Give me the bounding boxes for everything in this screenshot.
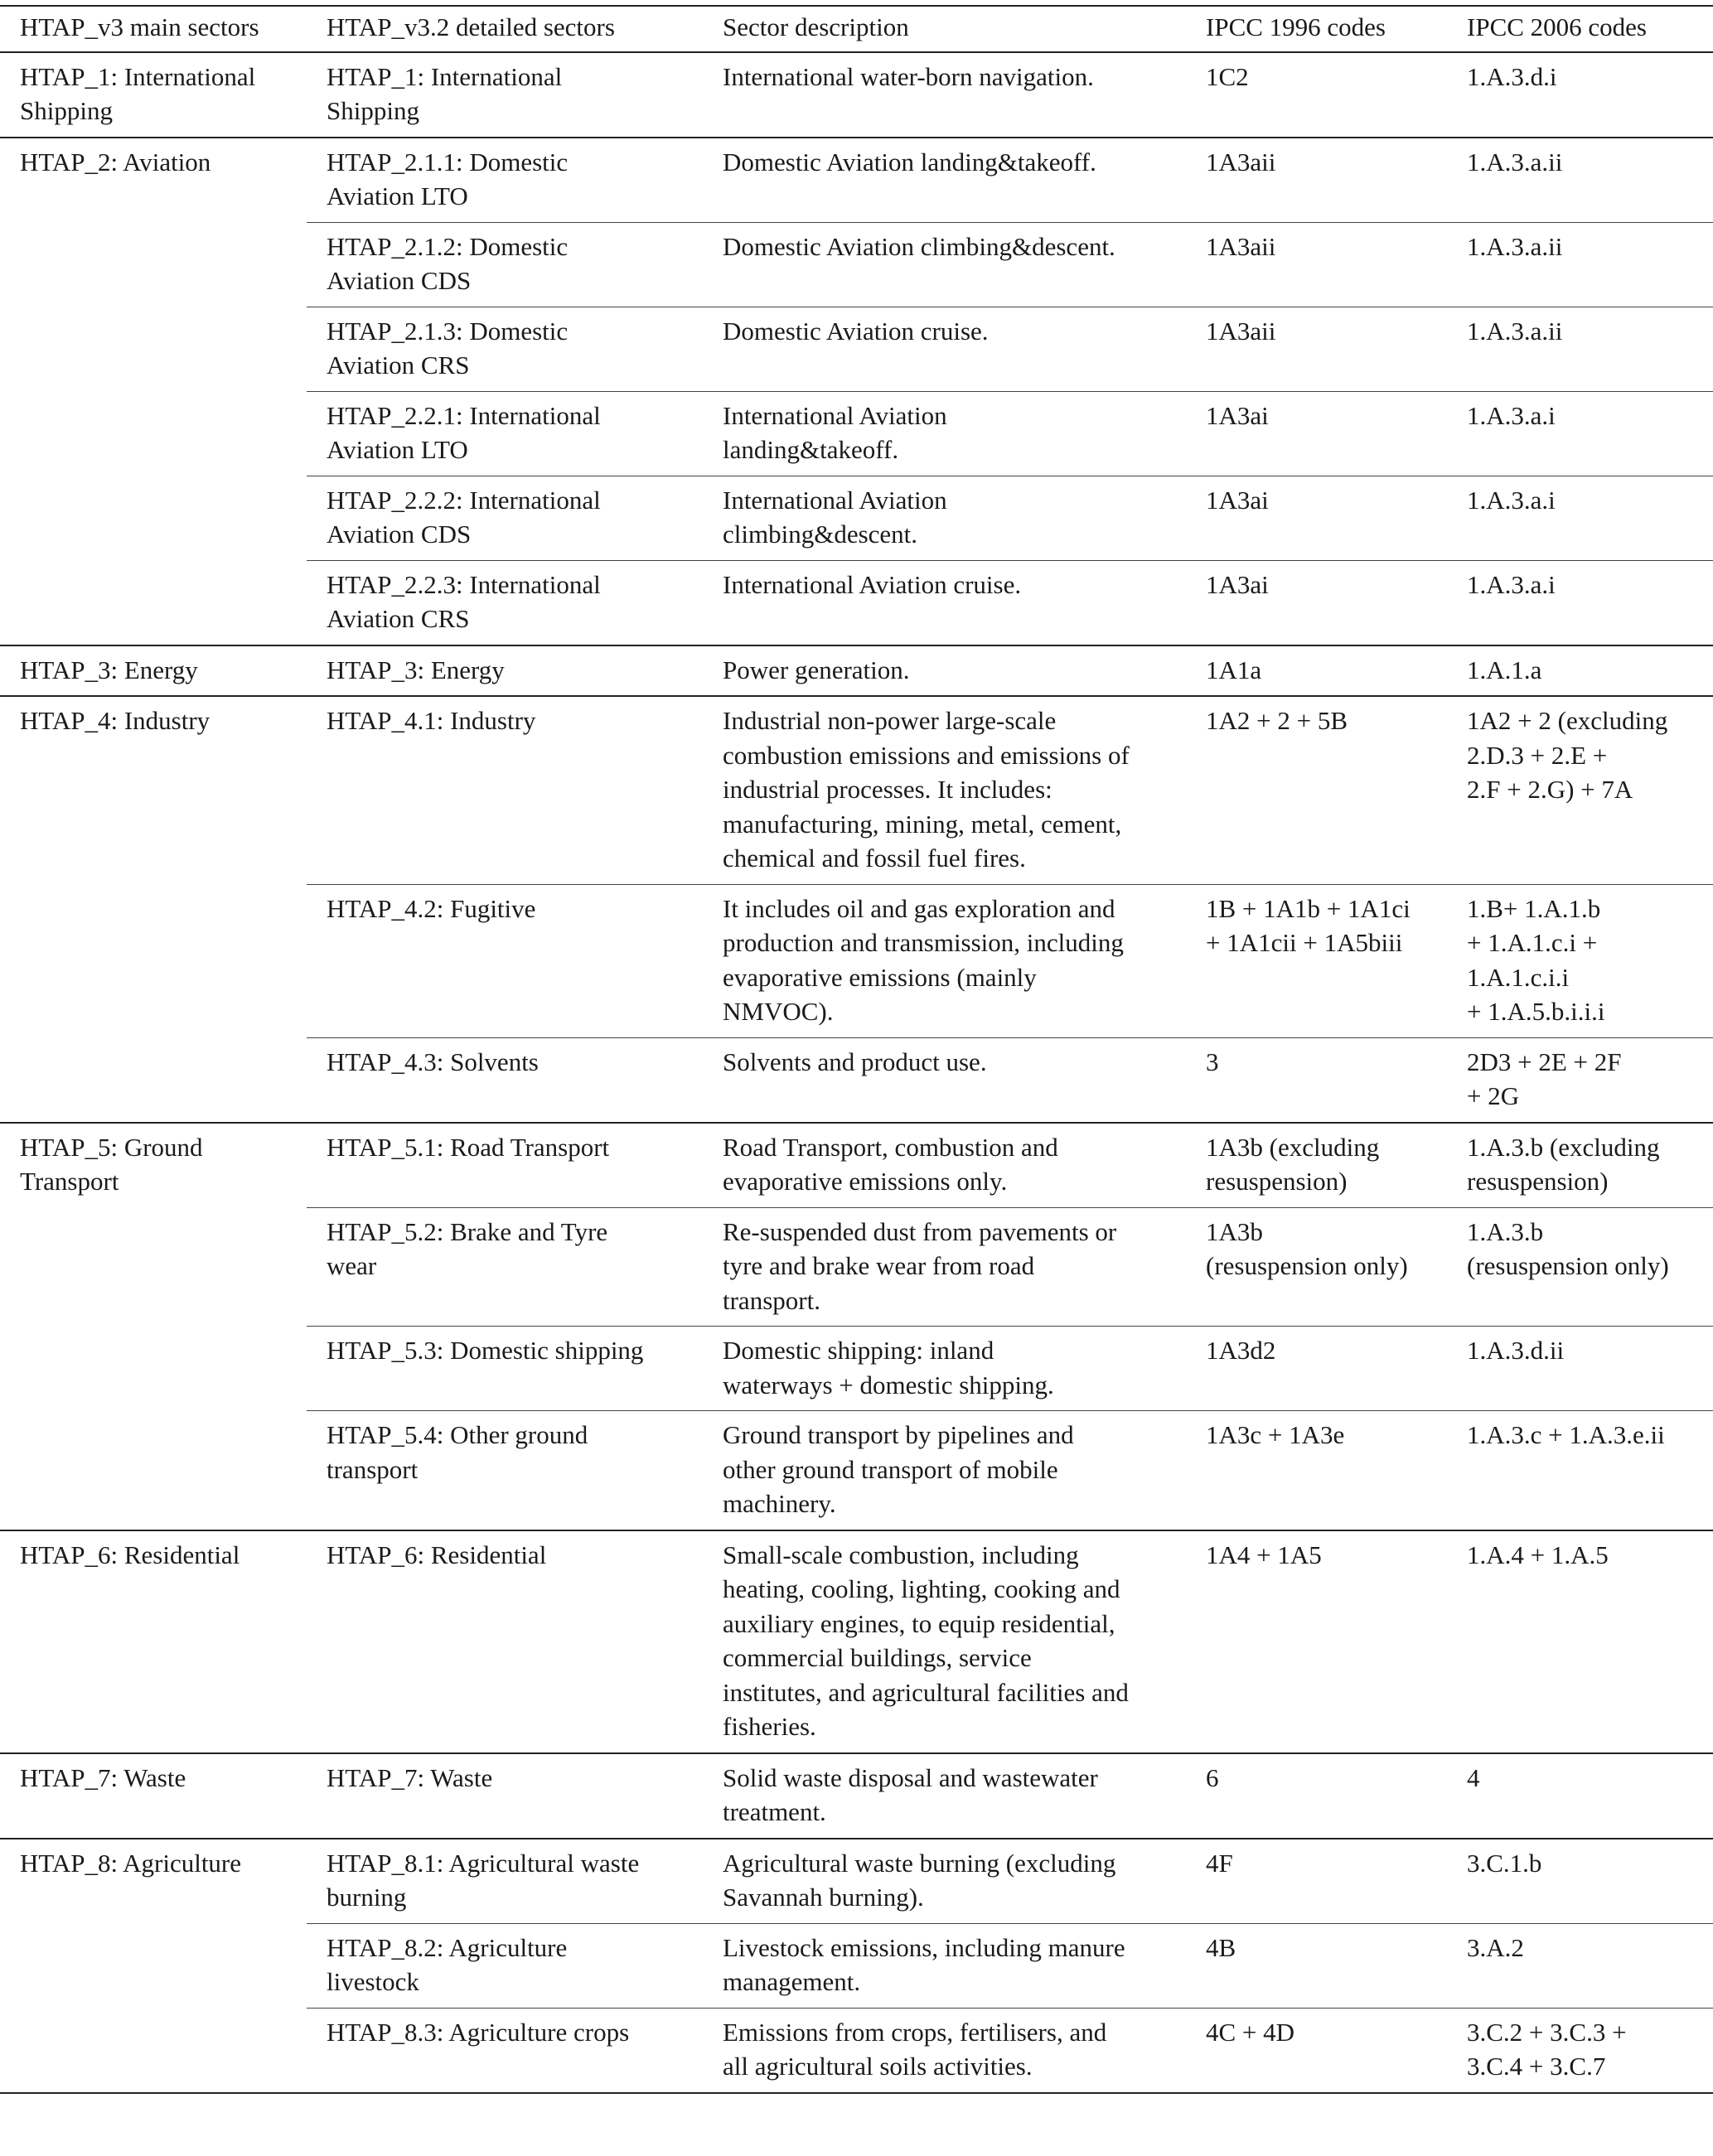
detailed-sector-cell: HTAP_5.3: Domestic shipping — [307, 1327, 703, 1411]
description-cell: Solid waste disposal and wastewater treatment. — [723, 1762, 1098, 1826]
table-row — [0, 52, 1713, 138]
main-sector-cell: HTAP_5: Ground Transport — [20, 1132, 203, 1196]
detailed-sector-cell: HTAP_3: Energy — [327, 655, 505, 684]
ipcc-2006-cell: 1.A.1.a — [1467, 655, 1542, 684]
detailed-sector-cell: HTAP_7: Waste — [327, 1762, 493, 1792]
ipcc-2006-cell: 1.A.4 + 1.A.5 — [1467, 1540, 1609, 1569]
detailed-sector-cell: HTAP_5.1: Road Transport — [327, 1132, 610, 1162]
description-cell: Road Transport, combustion and evaporative emissions only. — [723, 1132, 1058, 1196]
table-row — [0, 1839, 1713, 1924]
detailed-sector-cell: HTAP_4.3: Solvents — [307, 1037, 703, 1123]
table-header-row — [0, 6, 1713, 52]
ipcc-1996-cell: 1B + 1A1b + 1A1ci + 1A1cii + 1A5biii — [1186, 884, 1447, 1037]
ipcc-2006-cell: 1.A.3.b (excluding resuspension) — [1467, 1132, 1660, 1196]
ipcc-1996-cell: 4B — [1186, 1923, 1447, 2008]
header-detailed-sectors: HTAP_v3.2 detailed sectors — [327, 12, 615, 41]
table-row — [0, 138, 1713, 223]
ipcc-2006-cell: 2D3 + 2E + 2F + 2G — [1447, 1037, 1713, 1123]
detailed-sector-cell: HTAP_4.2: Fugitive — [307, 884, 703, 1037]
description-cell: Agricultural waste burning (excluding Savannah burning). — [723, 1848, 1116, 1912]
detailed-sector-cell: HTAP_2.1.2: Domestic Aviation CDS — [307, 222, 703, 307]
ipcc-2006-cell: 1.A.3.a.ii — [1467, 147, 1563, 176]
header-ipcc-2006-codes: IPCC 2006 codes — [1467, 12, 1647, 41]
ipcc-1996-cell: 1A3c + 1A3e — [1186, 1411, 1447, 1530]
main-sector-cell: HTAP_7: Waste — [20, 1762, 186, 1792]
ipcc-1996-cell: 1A3ai — [1186, 391, 1447, 476]
detailed-sector-cell: HTAP_2.1.1: Domestic Aviation LTO — [327, 147, 569, 210]
main-sector-cell: HTAP_8: Agriculture — [20, 1848, 242, 1878]
ipcc-2006-cell: 1.A.3.c + 1.A.3.e.ii — [1447, 1411, 1713, 1530]
description-cell: Domestic Aviation landing&takeoff. — [723, 147, 1096, 176]
main-sector-cell: HTAP_4: Industry — [20, 706, 210, 735]
ipcc-1996-cell: 1C2 — [1206, 61, 1249, 91]
description-cell: Domestic shipping: inland waterways + domestic shipping. — [703, 1327, 1186, 1411]
detailed-sector-cell: HTAP_8.3: Agriculture crops — [307, 2008, 703, 2093]
ipcc-2006-cell: 3.C.2 + 3.C.3 + 3.C.4 + 3.C.7 — [1447, 2008, 1713, 2093]
description-cell: Livestock emissions, including manure management. — [703, 1923, 1186, 2008]
description-cell: Small-scale combustion, including heating, cooling, lighting, cooking and auxiliary engines, to equip residential, commercial buildings, service institutes, and agricultural facilities and fisheries. — [723, 1540, 1129, 1741]
ipcc-1996-cell: 1A3aii — [1186, 307, 1447, 391]
table-row — [0, 696, 1713, 884]
description-cell: Power generation. — [723, 655, 910, 684]
ipcc-1996-cell: 1A3aii — [1206, 147, 1276, 176]
main-sector-cell: HTAP_3: Energy — [20, 655, 198, 684]
ipcc-1996-cell: 1A2 + 2 + 5B — [1206, 706, 1348, 735]
detailed-sector-cell: HTAP_1: International Shipping — [327, 61, 563, 125]
main-sector-cell: HTAP_1: International Shipping — [20, 61, 256, 125]
table-row — [0, 1753, 1713, 1839]
ipcc-1996-cell: 1A1a — [1206, 655, 1262, 684]
description-cell: International water-born navigation. — [723, 61, 1094, 91]
description-cell: Solvents and product use. — [703, 1037, 1186, 1123]
description-cell: Domestic Aviation cruise. — [703, 307, 1186, 391]
ipcc-2006-cell: 3.C.1.b — [1467, 1848, 1542, 1878]
ipcc-1996-cell: 1A3d2 — [1186, 1327, 1447, 1411]
table-row — [0, 1123, 1713, 1208]
ipcc-1996-cell: 1A3b (excluding resuspension) — [1206, 1132, 1380, 1196]
detailed-sector-cell: HTAP_5.2: Brake and Tyre wear — [307, 1207, 703, 1327]
ipcc-2006-cell: 1.A.3.a.i — [1447, 476, 1713, 560]
detailed-sector-cell: HTAP_6: Residential — [327, 1540, 547, 1569]
description-cell: Emissions from crops, fertilisers, and all agricultural soils activities. — [703, 2008, 1186, 2093]
ipcc-2006-cell: 3.A.2 — [1447, 1923, 1713, 2008]
ipcc-1996-cell: 4F — [1206, 1848, 1233, 1878]
table-row — [0, 1530, 1713, 1753]
description-cell: Ground transport by pipelines and other ground transport of mobile machinery. — [703, 1411, 1186, 1530]
table-row — [0, 645, 1713, 697]
ipcc-1996-cell: 1A3b (resuspension only) — [1186, 1207, 1447, 1327]
ipcc-1996-cell: 1A3aii — [1186, 222, 1447, 307]
description-cell: Industrial non-power large-scale combustion emissions and emissions of industrial processes. It includes: manufacturing, mining, metal, cement, chemical and fossil fuel fires. — [723, 706, 1130, 873]
ipcc-1996-cell: 1A4 + 1A5 — [1206, 1540, 1322, 1569]
ipcc-2006-cell: 1.B+ 1.A.1.b + 1.A.1.c.i + 1.A.1.c.i.i + 1.A.5.b.i.i.i — [1447, 884, 1713, 1037]
detailed-sector-cell: HTAP_4.1: Industry — [327, 706, 536, 735]
description-cell: Re-suspended dust from pavements or tyre and brake wear from road transport. — [703, 1207, 1186, 1327]
description-cell: It includes oil and gas exploration and production and transmission, including evaporative emissions (mainly NMVOC). — [703, 884, 1186, 1037]
detailed-sector-cell: HTAP_5.4: Other ground transport — [307, 1411, 703, 1530]
detailed-sector-cell: HTAP_2.1.3: Domestic Aviation CRS — [307, 307, 703, 391]
description-cell: Domestic Aviation climbing&descent. — [703, 222, 1186, 307]
header-main-sectors: HTAP_v3 main sectors — [20, 12, 259, 41]
ipcc-2006-cell: 4 — [1467, 1762, 1480, 1792]
ipcc-1996-cell: 6 — [1206, 1762, 1219, 1792]
description-cell: International Aviation climbing&descent. — [703, 476, 1186, 560]
ipcc-1996-cell: 1A3ai — [1186, 476, 1447, 560]
detailed-sector-cell: HTAP_8.2: Agriculture livestock — [307, 1923, 703, 2008]
ipcc-2006-cell: 1.A.3.a.i — [1447, 560, 1713, 645]
ipcc-2006-cell: 1.A.3.a.ii — [1447, 307, 1713, 391]
ipcc-2006-cell: 1.A.3.d.i — [1467, 61, 1557, 91]
header-ipcc-1996-codes: IPCC 1996 codes — [1206, 12, 1386, 41]
detailed-sector-cell: HTAP_2.2.1: International Aviation LTO — [307, 391, 703, 476]
detailed-sector-cell: HTAP_2.2.3: International Aviation CRS — [307, 560, 703, 645]
sector-mapping-table — [0, 5, 1713, 2094]
ipcc-2006-cell: 1.A.3.d.ii — [1447, 1327, 1713, 1411]
ipcc-2006-cell: 1.A.3.a.ii — [1447, 222, 1713, 307]
main-sector-cell: HTAP_6: Residential — [20, 1540, 240, 1569]
ipcc-1996-cell: 3 — [1186, 1037, 1447, 1123]
main-sector-cell: HTAP_2: Aviation — [20, 147, 211, 176]
ipcc-2006-cell: 1A2 + 2 (excluding 2.D.3 + 2.E + 2.F + 2.G) + 7A — [1467, 706, 1668, 804]
detailed-sector-cell: HTAP_2.2.2: International Aviation CDS — [307, 476, 703, 560]
description-cell: International Aviation landing&takeoff. — [703, 391, 1186, 476]
detailed-sector-cell: HTAP_8.1: Agricultural waste burning — [327, 1848, 640, 1912]
ipcc-1996-cell: 4C + 4D — [1186, 2008, 1447, 2093]
ipcc-2006-cell: 1.A.3.b (resuspension only) — [1447, 1207, 1713, 1327]
description-cell: International Aviation cruise. — [703, 560, 1186, 645]
header-sector-description: Sector description — [723, 12, 909, 41]
ipcc-1996-cell: 1A3ai — [1186, 560, 1447, 645]
ipcc-2006-cell: 1.A.3.a.i — [1447, 391, 1713, 476]
